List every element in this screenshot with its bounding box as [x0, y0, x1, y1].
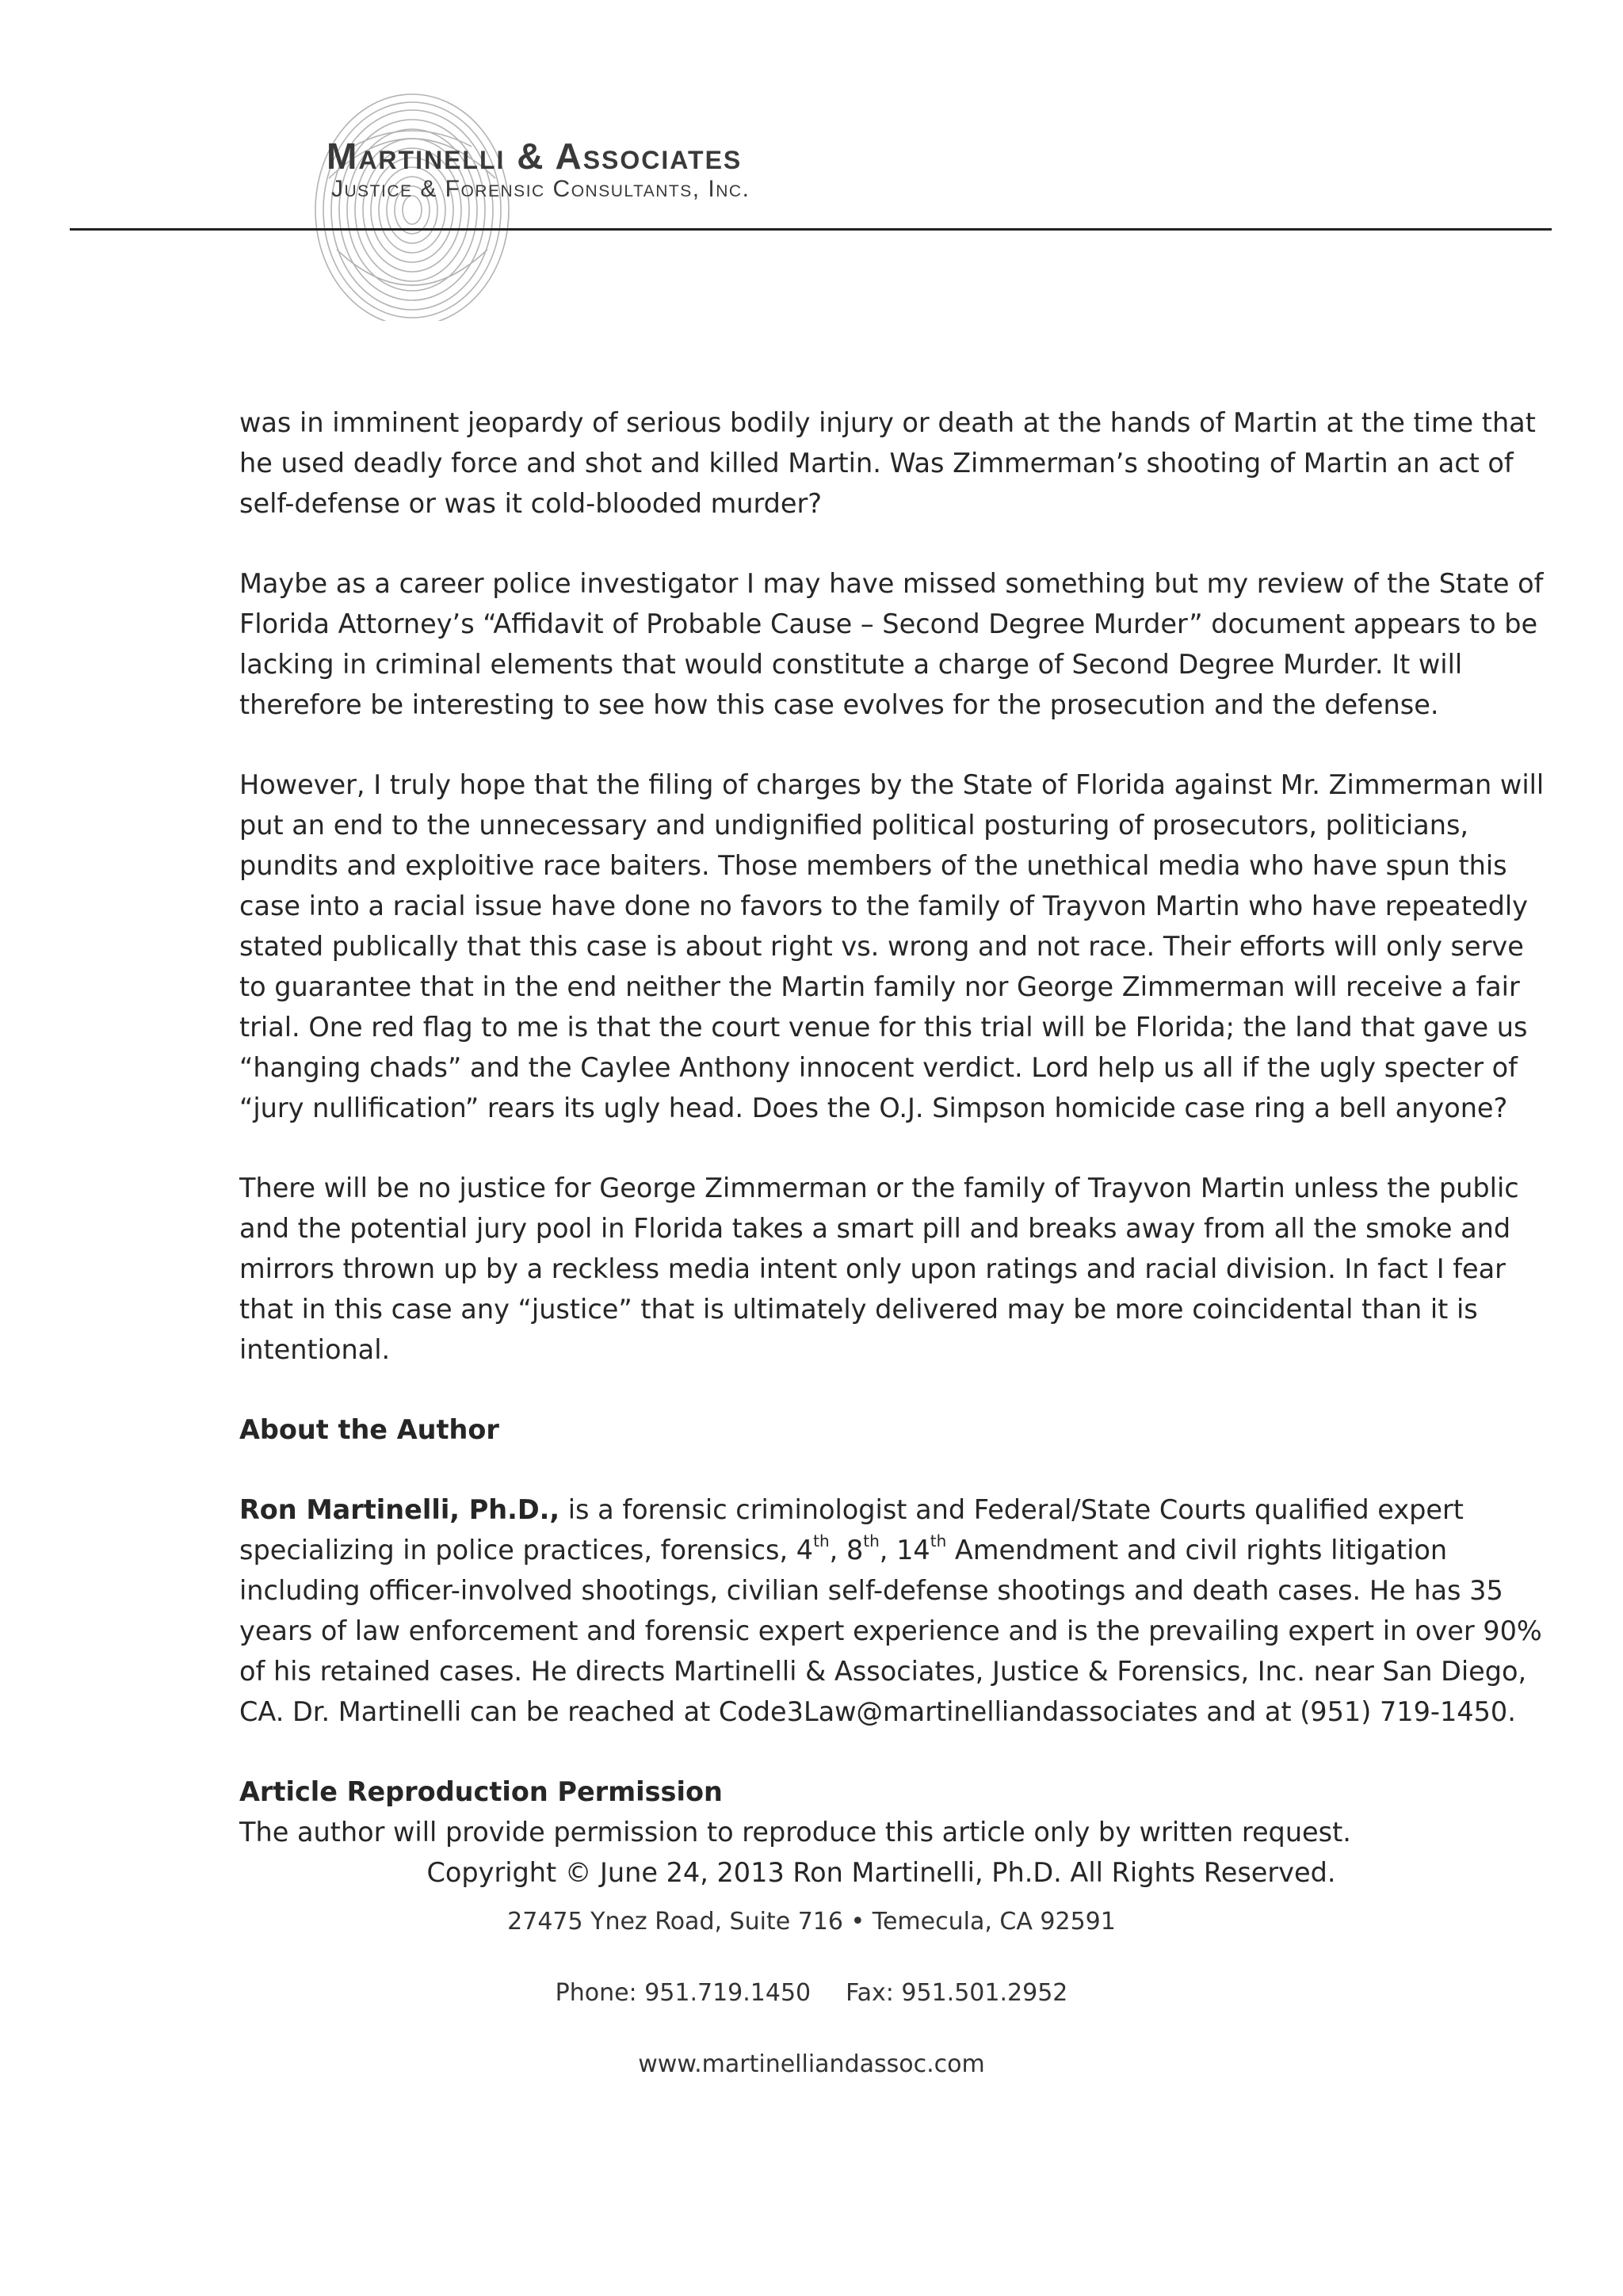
- letterhead: [0, 0, 1623, 333]
- bio-text-1: is a forensic criminologist and Federal/State Courts qualified expert specializing in police practices, forensics, 4: [239, 1494, 1464, 1566]
- footer-address: 27475 Ynez Road, Suite 716 • Temecula, CA 92591: [507, 1908, 1116, 1936]
- paragraph-4: There will be no justice for George Zimmerman or the family of Trayvon Martin unless the public and the potential jury pool in Florida takes a smart pill and breaks away from all the smoke and mirrors thrown up by a reckless media intent only upon ratings and racial division. In fact I fear that in this case any “justice” that is ultimately delivered may be more coincidental than it is intentional.: [239, 1173, 1519, 1365]
- bio-sup-3: th: [930, 1531, 947, 1550]
- article-body: [239, 402, 1555, 1893]
- company-name: Martinelli & Associates: [327, 135, 743, 177]
- company-tagline: Justice & Forensic Consultants, Inc.: [331, 176, 750, 202]
- footer-fax: Fax: 951.501.2952: [846, 1979, 1068, 2007]
- paragraph-3: However, I truly hope that the filing of charges by the State of Florida against Mr. Zimmerman will put an end to the unnecessary and undignified political posturing of prosecutors, politicians, pundits and exploitive race baiters. Those members of the unethical media who have spun this case into a racial issue have done no favors to the family of Trayvon Martin who have repeatedly stated publically that this case is about right vs. wrong and not race. Their efforts will only serve to guarantee that in the end neither the Martin family nor George Zimmerman will receive a fair trial. One red flag to me is that the court venue for this trial will be Florida; the land that gave us “hanging chads” and the Caylee Anthony innocent verdict. Lord help us all if the ugly specter of “jury nullification” rears its ugly head. Does the O.J. Simpson homicide case ring a bell anyone?: [239, 769, 1545, 1123]
- bio-text-3: , 14: [879, 1535, 930, 1566]
- bio-text-2: , 8: [829, 1535, 864, 1566]
- copyright-notice: Copyright © June 24, 2013 Ron Martinelli, Ph.D. All Rights Reserved.: [426, 1857, 1336, 1888]
- about-heading: About the Author: [239, 1414, 499, 1445]
- paragraph-2: Maybe as a career police investigator I may have missed something but my review of the State of Florida Attorney’s “Affidavit of Probable Cause – Second Degree Murder” document appears to be lacking in criminal elements that would constitute a charge of Second Degree Murder. It will therefore be interesting to see how this case evolves for the prosecution and the defense.: [239, 568, 1544, 720]
- paragraph-1: was in imminent jeopardy of serious bodily injury or death at the hands of Martin at the time that he used deadly force and shot and killed Martin. Was Zimmerman’s shooting of Martin an act of self-defense or was it cold-blooded murder?: [239, 407, 1536, 519]
- bio-sup-1: th: [813, 1531, 830, 1550]
- permission-text: The author will provide permission to reproduce this article only by written request.: [239, 1817, 1351, 1848]
- footer-phone: Phone: 951.719.1450: [555, 1979, 812, 2007]
- header-divider: [70, 228, 1552, 231]
- author-name: Ron Martinelli, Ph.D.,: [239, 1494, 560, 1525]
- footer-website: www.martinelliandassoc.com: [638, 2050, 985, 2078]
- permission-section: [239, 1772, 1555, 1893]
- bio-text-4: Amendment and civil rights litigation including officer-involved shootings, civilian self-defense shootings and death cases. He has 35 years of law enforcement and forensic expert experience and is the prevailing expert in over 90% of his retained cases. He directs Martinelli & Associates, Justice & Forensics, Inc. near San Diego, CA. Dr. Martinelli can be reached at Code3Law@martinelliandassociates and at (951) 719-1450.: [239, 1535, 1542, 1727]
- footer-contact: [0, 1979, 1623, 2007]
- permission-heading: Article Reproduction Permission: [239, 1776, 723, 1807]
- author-bio: [239, 1489, 1555, 1732]
- bio-sup-2: th: [863, 1531, 880, 1550]
